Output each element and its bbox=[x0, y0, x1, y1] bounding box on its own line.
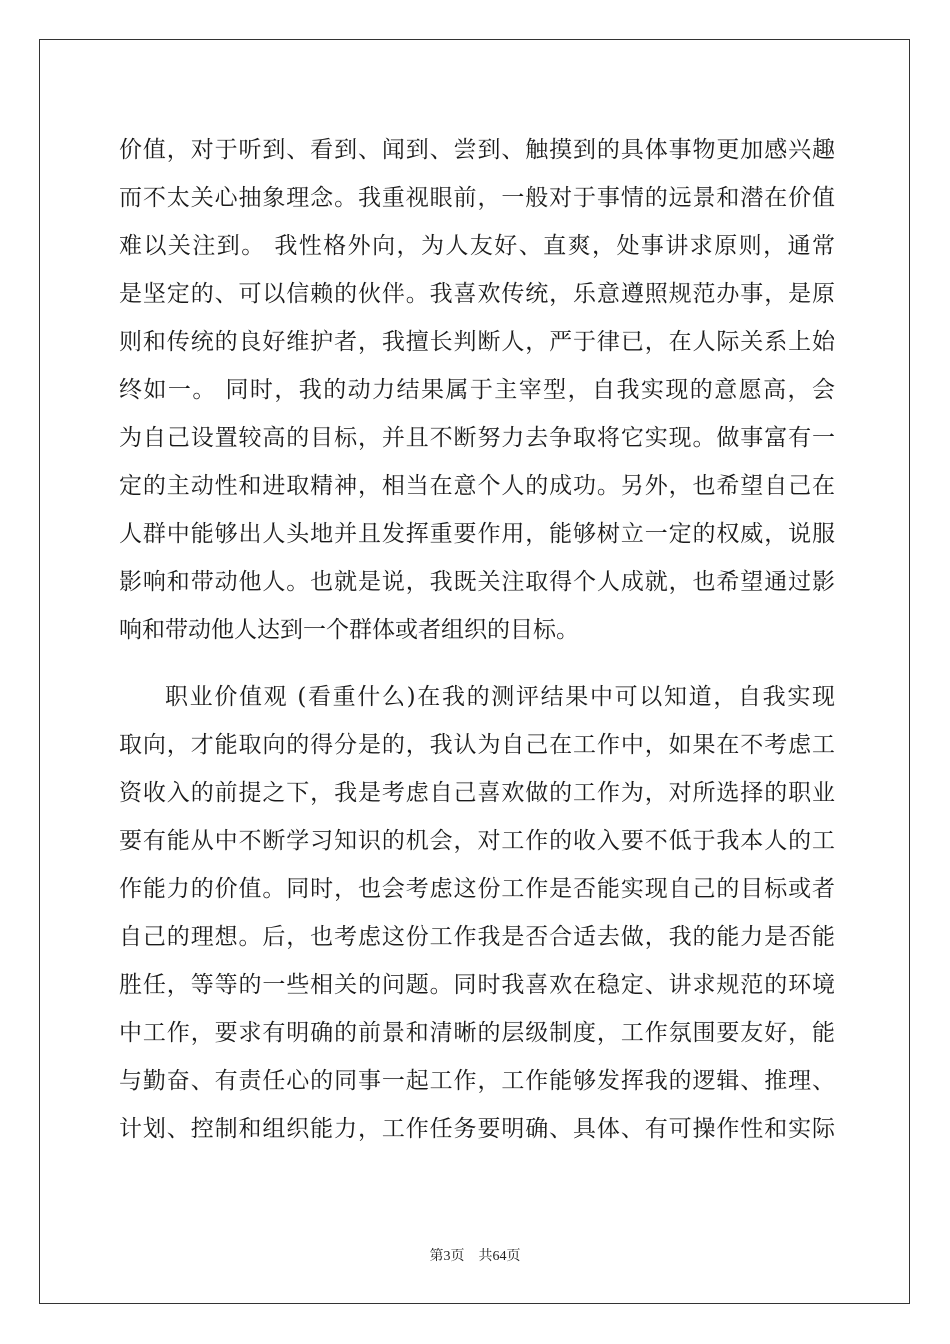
page-number-current: 第3页 bbox=[429, 1249, 465, 1264]
text-line: 响和带动他人达到一个群体或者组织的目标。 bbox=[119, 617, 579, 643]
text-line: 中工作，要求有明确的前景和清晰的层级制度，工作氛围要友好，能 bbox=[119, 1020, 835, 1046]
text-line: 与勤奋、有责任心的同事一起工作，工作能够发挥我的逻辑、推理、 bbox=[119, 1068, 835, 1094]
text-line: 是坚定的、可以信赖的伙伴。我喜欢传统，乐意遵照规范办事，是原 bbox=[119, 281, 835, 307]
text-line: 资收入的前提之下，我是考虑自己喜欢做的工作为，对所选择的职业 bbox=[119, 780, 835, 806]
text-line: 要有能从中不断学习知识的机会，对工作的收入要不低于我本人的工 bbox=[119, 828, 835, 854]
text-line: 终如一。 同时，我的动力结果属于主宰型，自我实现的意愿高，会 bbox=[119, 377, 835, 403]
text-line: 为自己设置较高的目标，并且不断努力去争取将它实现。做事富有一 bbox=[119, 425, 835, 451]
text-line: 取向，才能取向的得分是的，我认为自己在工作中，如果在不考虑工 bbox=[119, 732, 835, 758]
text-line: 影响和带动他人。也就是说，我既关注取得个人成就，也希望通过影 bbox=[119, 569, 835, 595]
text-line: 则和传统的良好维护者，我擅长判断人，严于律已，在人际关系上始 bbox=[119, 329, 835, 355]
text-line: 计划、控制和组织能力，工作任务要明确、具体、有可操作性和实际 bbox=[119, 1116, 835, 1142]
page-number-total: 共64页 bbox=[478, 1249, 521, 1264]
text-line: 难以关注到。 我性格外向，为人友好、直爽，处事讲求原则，通常 bbox=[119, 233, 835, 259]
text-line: 人群中能够出人头地并且发挥重要作用，能够树立一定的权威，说服 bbox=[119, 521, 835, 547]
page-footer bbox=[0, 1245, 950, 1265]
text-line bbox=[119, 1153, 835, 1201]
text-line: 作能力的价值。同时，也会考虑这份工作是否能实现自己的目标或者 bbox=[119, 876, 835, 902]
text-line: 职业价值观 (看重什么)在我的测评结果中可以知道，自我实现 bbox=[165, 684, 835, 710]
text-line: 而不太关心抽象理念。我重视眼前，一般对于事情的远景和潜在价值 bbox=[119, 185, 835, 211]
text-line: 胜任，等等的一些相关的问题。同时我喜欢在稳定、讲求规范的环境 bbox=[119, 972, 835, 998]
text-line: 定的主动性和进取精神，相当在意个人的成功。另外，也希望自己在 bbox=[119, 473, 835, 499]
text-line: 价值，对于听到、看到、闻到、尝到、触摸到的具体事物更加感兴趣 bbox=[119, 137, 835, 163]
text-line: 自己的理想。后，也考虑这份工作我是否合适去做，我的能力是否能 bbox=[119, 924, 835, 950]
